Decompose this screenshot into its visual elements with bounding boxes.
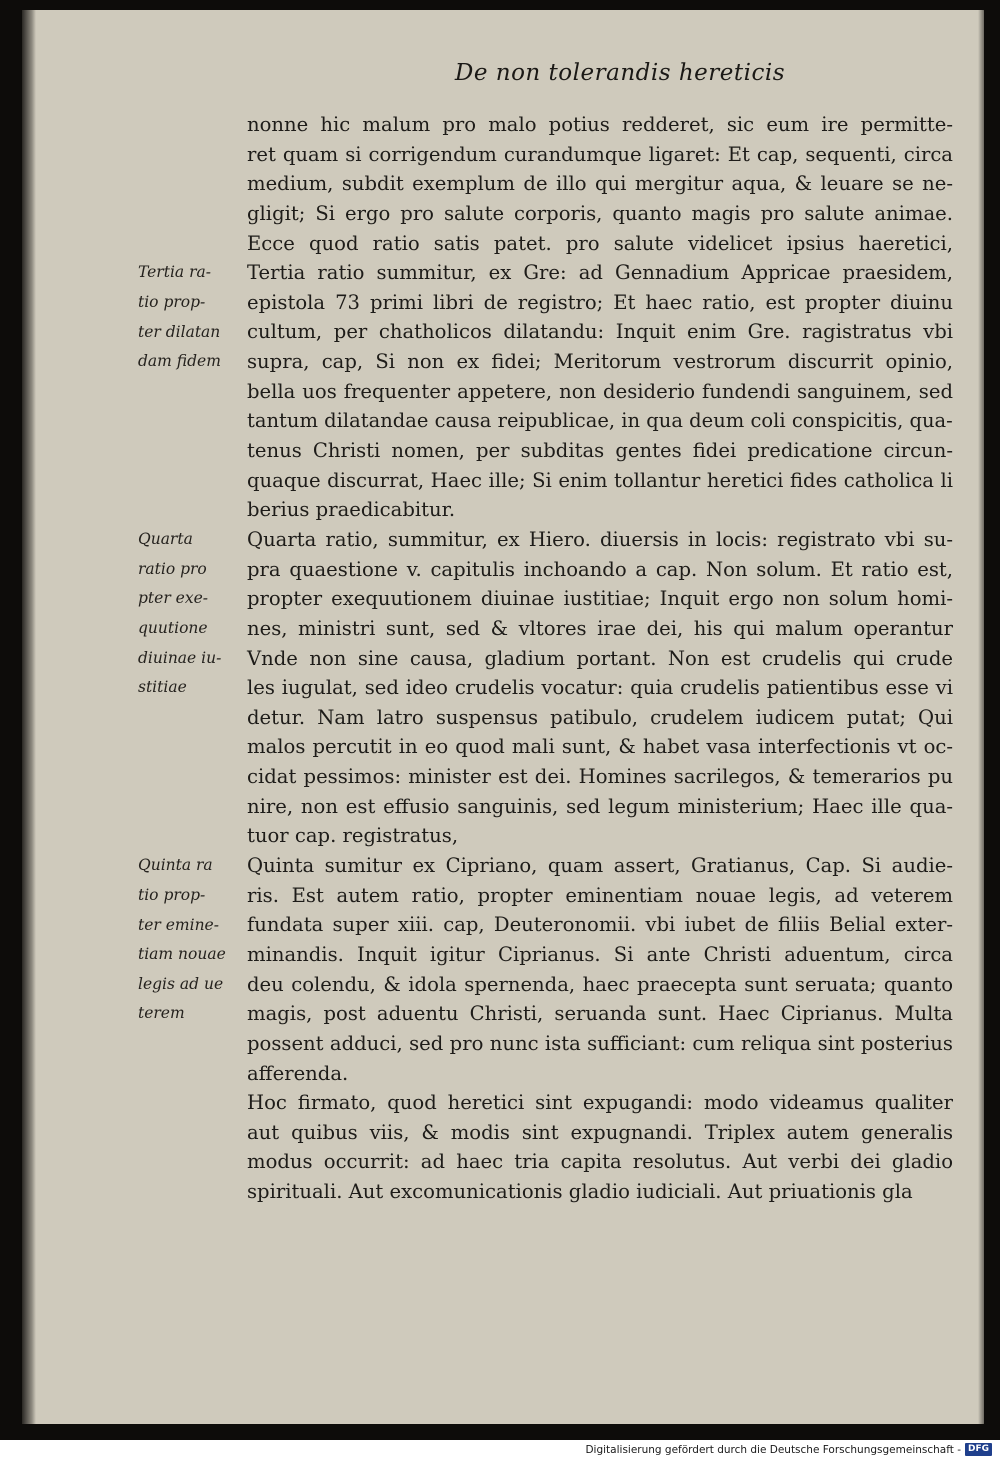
text-line: detur. Nam latro suspensus patibulo, crudelem iudicem putat; Qui <box>247 705 953 729</box>
text-line: minandis. Inquit igitur Ciprianus. Si ante Christi aduentum, circa <box>247 942 953 966</box>
text-line: deu colendu, & idola spernenda, haec praecepta sunt seruata; quanto <box>247 972 953 996</box>
marginal-note-line: legis ad ue <box>138 974 224 993</box>
text-line: nes, ministri sunt, sed & vltores irae dei, his qui malum operantur <box>247 616 953 640</box>
text-line: aut quibus viis, & modis sint expugnandi. Triplex autem generalis <box>247 1120 953 1144</box>
text-line: cidat pessimos: minister est dei. Homines sacrilegos, & temerarios pu <box>247 765 953 789</box>
marginal-note <box>138 525 248 703</box>
text-line: malos percutit in eo quod mali sunt, & habet vasa interfectionis vt oc- <box>247 735 953 759</box>
marginal-note-line: Tertia ra- <box>138 263 211 282</box>
text-line: Quarta ratio, summitur, ex Hiero. diuersis in locis: registrato vbi su- <box>247 527 953 551</box>
marginal-note-line: tiam nouae <box>138 945 226 964</box>
text-line: medium, subdit exemplum de illo qui mergitur aqua, & leuare se ne- <box>247 172 953 196</box>
text-line: fundata super xiii. cap, Deuteronomii. vbi iubet de filiis Belial exter- <box>247 913 953 937</box>
text-line: ris. Est autem ratio, propter eminentiam nouae legis, ad veterem <box>247 883 953 907</box>
text-line: cultum, per chatholicos dilatandu: Inquit enim Gre. ragistratus vbi <box>247 320 953 344</box>
text-line: gligit; Si ergo pro salute corporis, quanto magis pro salute animae. <box>247 201 953 225</box>
text-line: propter exequutionem diuinae iustitiae; Inquit ergo non solum homi- <box>247 587 953 611</box>
marginal-note-line: terem <box>138 1004 185 1023</box>
text-line: spirituali. Aut excomunicationis gladio iudiciali. Aut priuationis gla <box>247 1180 913 1204</box>
text-line: Tertia ratio summitur, ex Gre: ad Gennadium Appricae praesidem, <box>247 261 953 285</box>
text-line: quaque discurrat, Haec ille; Si enim tollantur heretici fides catholica li <box>247 468 953 492</box>
marginal-note <box>138 258 248 377</box>
text-line: tantum dilatandae causa reipublicae, in qua deum coli conspicitis, qua- <box>247 409 953 433</box>
text-line: magis, post aduentu Christi, seruanda sunt. Haec Ciprianus. Multa <box>247 1002 953 1026</box>
text-line: afferenda. <box>247 1061 349 1085</box>
text-line: modus occurrit: ad haec tria capita resolutus. Aut verbi dei gladio <box>247 1150 953 1174</box>
marginal-note-line: ter emine- <box>138 915 219 934</box>
marginal-note-line: tio prop- <box>138 885 206 904</box>
marginal-note-line: Quarta <box>138 530 193 549</box>
text-line: pra quaestione v. capitulis inchoando a cap. Non solum. Et ratio est, <box>247 557 953 581</box>
text-line: Hoc firmato, quod heretici sint expugandi: modo videamus qualiter <box>247 1091 953 1115</box>
marginal-note-line: ter dilatan <box>138 322 221 341</box>
dfg-logo: DFG <box>965 1443 992 1456</box>
text-line: Ecce quod ratio satis patet. pro salute videlicet ipsius haeretici, <box>247 231 953 255</box>
text-line: Vnde non sine causa, gladium portant. Non est crudelis qui crude <box>247 646 953 670</box>
text-line: Quinta sumitur ex Cipriano, quam assert, Gratianus, Cap. Si audie- <box>247 854 953 878</box>
running-head: De non tolerandis hereticis <box>454 60 785 86</box>
marginal-note-line: quutione <box>138 619 208 638</box>
text-line: ret quam si corrigendum curandumque ligaret: Et cap, sequenti, circa <box>247 142 953 166</box>
text-line: nonne hic malum pro malo potius redderet, sic eum ire permitte- <box>247 113 953 136</box>
body-text <box>247 110 953 1207</box>
text-line: possent adduci, sed pro nunc ista sufficiant: cum reliqua sint posterius <box>247 1031 953 1055</box>
text-line: berius praedicabitur. <box>247 498 456 522</box>
digitization-footer <box>585 1440 992 1459</box>
marginal-note-line: diuinae iu- <box>138 648 222 667</box>
marginal-note-line: dam fidem <box>138 352 221 371</box>
text-line: bella uos frequenter appetere, non desiderio fundendi sanguinem, sed <box>247 379 953 403</box>
marginal-note <box>138 851 248 1029</box>
marginal-note-line: tio prop- <box>138 292 206 311</box>
text-line: tenus Christi nomen, per subditas gentes fidei predicatione circun- <box>247 439 953 463</box>
page-gutter-shadow <box>22 10 36 1424</box>
text-line: epistola 73 primi libri de registro; Et haec ratio, est propter diuinu <box>247 290 953 314</box>
text-line: les iugulat, sed ideo crudelis vocatur: quia crudelis patientibus esse vi <box>247 676 953 700</box>
text-line: tuor cap. registratus, <box>247 824 459 848</box>
text-line: supra, cap, Si non ex fidei; Meritorum vestrorum discurrit opinio, <box>247 350 953 374</box>
marginal-note-line: Quinta ra <box>138 856 213 875</box>
marginal-note-line: ratio pro <box>138 559 207 578</box>
marginal-note-line: stitiae <box>138 678 187 697</box>
footer-credit-text: Digitalisierung gefördert durch die Deutsche Forschungsgemeinschaft - <box>585 1443 961 1456</box>
page-edge-shadow <box>978 10 984 1424</box>
marginal-note-line: pter exe- <box>138 589 208 608</box>
text-line: nire, non est effusio sanguinis, sed legum ministerium; Haec ille qua- <box>247 794 953 818</box>
